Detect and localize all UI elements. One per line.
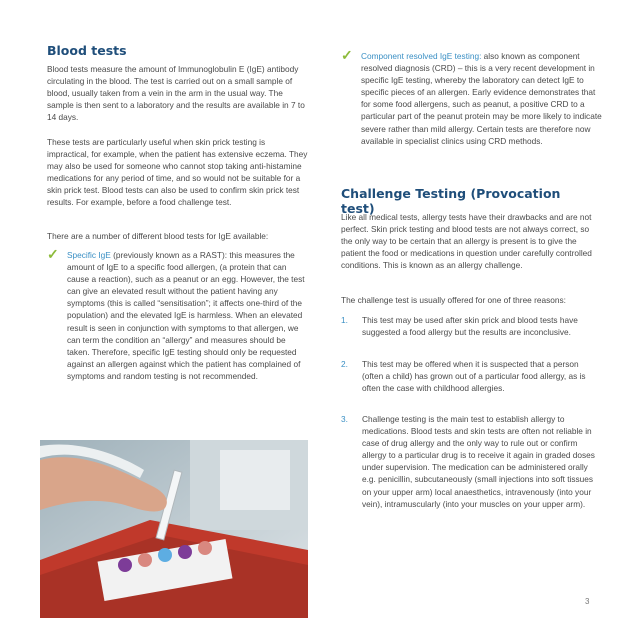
- list-item: [341, 358, 595, 394]
- page-number: 3: [585, 597, 590, 606]
- challenge-testing-heading: Challenge Testing (Provocation test): [341, 186, 561, 216]
- challenge-paragraph-2: The challenge test is usually offered for one of three reasons:: [341, 295, 566, 305]
- specific-ige-term: Specific IgE: [67, 250, 111, 260]
- check-icon: ✓: [47, 246, 59, 262]
- list-item: [341, 413, 595, 510]
- check-icon: ✓: [341, 47, 353, 63]
- specific-ige-text: [67, 249, 309, 382]
- blood-tests-paragraph-1: Blood tests measure the amount of Immunoglobulin E (IgE) antibody circulating in the blood. The test is carried out on a small sample of blood, usually taken from a vein in the arm in the usual way. The sample is then sent to a laboratory and the results are available in 7 to 14 days.: [47, 64, 305, 123]
- challenge-paragraph-1: Like all medical tests, allergy tests have their drawbacks and are not perfect. Skin prick testing and blood tests are not always correct, so the only way to be certain that an allergy is present is to give the patient the food or medications in question under carefully controlled conditions. This is known as an allergy challenge.: [341, 212, 592, 271]
- list-item-number: 2.: [341, 359, 348, 369]
- list-item-text: Challenge testing is the main test to establish allergy to medications. Blood tests and skin tests are often not reliable in case of drug allergy and the only way to rule out or confirm allergy to a particular drug is to receive it again in graded doses under supervision. The medication can be administered orally e.g. penicillin, subcutaneously (small injections into soft tissues on your upper arm) local anaesthetics, intravenously (into your vein), intramuscularly (into your muscles on your upper arm).: [362, 414, 595, 509]
- list-item-number: 3.: [341, 414, 348, 424]
- blood-sample-photo: [40, 440, 308, 618]
- list-item-text: This test may be used after skin prick and blood tests have suggested a food allergy but the results are inconclusive.: [362, 315, 578, 338]
- list-item-text: This test may be offered when it is suspected that a person (often a child) has grown out of a particular food allergy, as is often the case with childhood allergies.: [362, 359, 586, 394]
- blood-tests-paragraph-2: These tests are particularly useful when skin prick testing is impractical, for example, when the patient has extensive eczema. They may also be used for someone who cannot stop taking anti-histamine medications for any period of time, and so would not be suitable for a skin prick test. Blood tests can also be used to confirm skin prick test results. For example, before a food challenge test.: [47, 137, 308, 208]
- list-item: [341, 314, 595, 338]
- component-resolved-bullet: [341, 47, 603, 147]
- blood-tests-heading: Blood tests: [47, 43, 127, 58]
- component-resolved-term: Component resolved IgE testing:: [361, 51, 482, 61]
- specific-ige-body: (previously known as a RAST): this measures the amount of IgE to a specific food allergen, (a protein that can cause a reaction), such as a peanut or an egg. However, the test can give an elevated result without the patient having any symptoms (this is called “sensitisation”; it affects one-third of the population) and the elevated IgE is harmless. When an elevated result is seen in conjunction with symptoms to that allergen, we can term the condition an “allergy” and measures should be taken. Therefore, specific IgE testing should only be requested against an allergen against which the patient has complained of symptoms and random testing is not recommended.: [67, 250, 305, 381]
- blood-tests-paragraph-3: There are a number of different blood tests for IgE available:: [47, 231, 269, 241]
- component-resolved-body: also known as component resolved diagnosis (CRD) – this is a very recent development in specific IgE testing, whereby the laboratory can detect IgE to specific pieces of an allergen. Early evidence demonstrates that for some food allergens, such as peanut, a positive CRD to a particular part of the peanut protein may be more likely to indicate severe rather than mild allergy. Certain tests are therefore now available in specialist clinics using CRD methods.: [361, 51, 602, 146]
- specific-ige-bullet: [47, 246, 309, 382]
- component-resolved-text: [361, 50, 603, 147]
- list-item-number: 1.: [341, 315, 348, 325]
- blood-sample-illustration: [40, 440, 308, 618]
